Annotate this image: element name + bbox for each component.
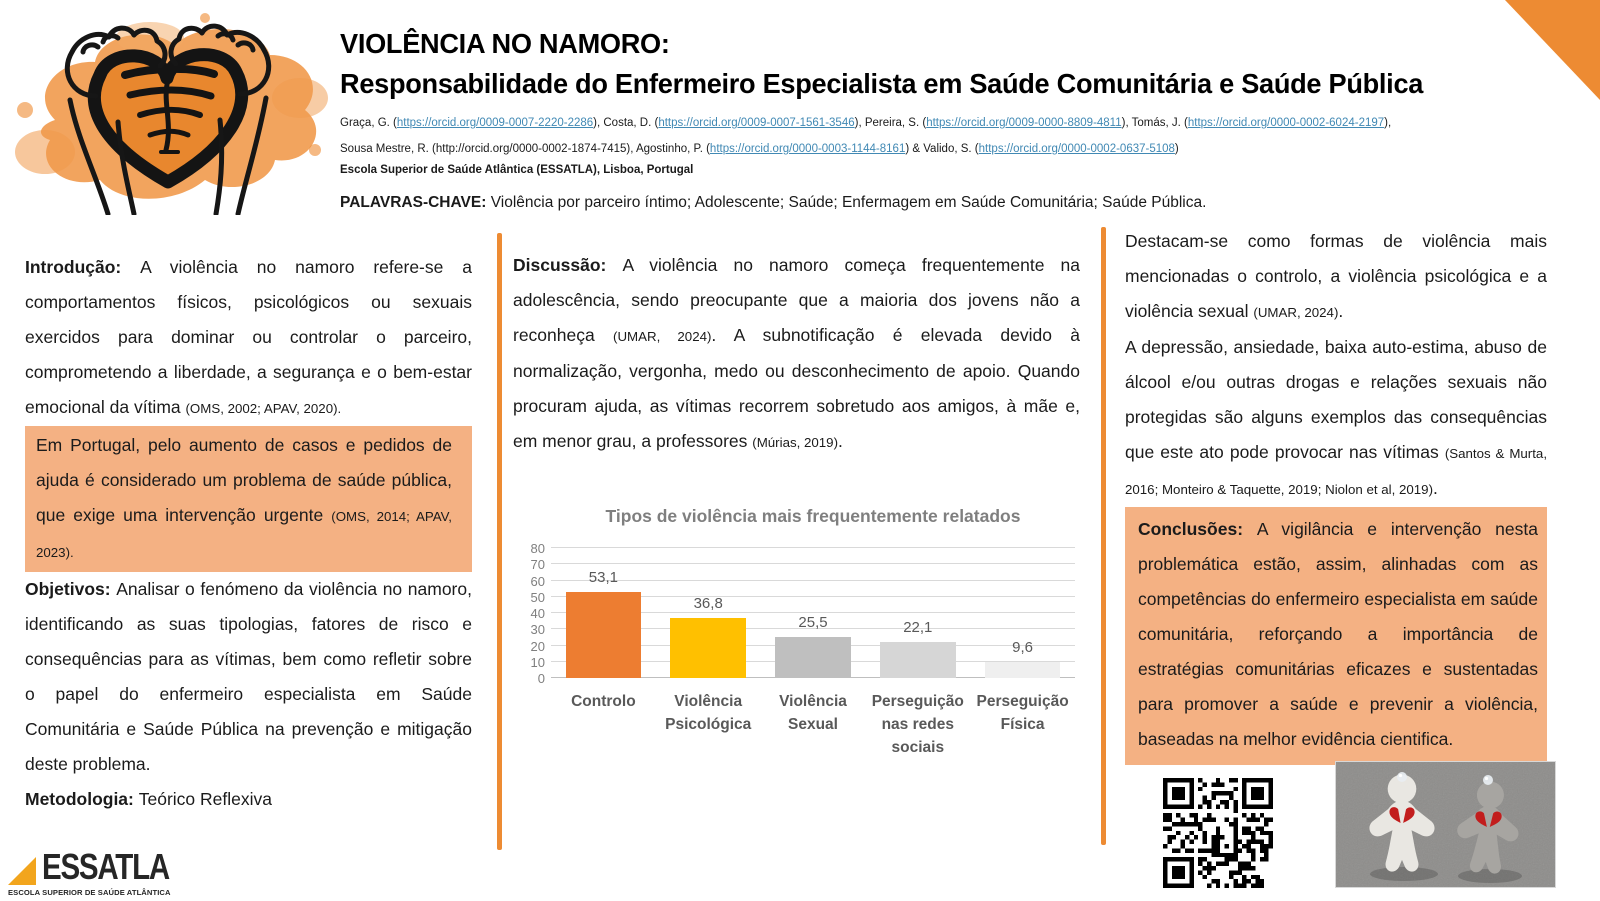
- bar-value-label: 9,6: [1012, 639, 1034, 657]
- text-run: (Santos & Murta, 2016; Monteiro & Taquette, 2019; Niolon et al, 2019): [1125, 446, 1548, 497]
- corner-triangle-decoration: [1505, 0, 1600, 100]
- orcid-link[interactable]: https://orcid.org/0000-0002-6024-2197: [1187, 117, 1385, 129]
- introduction-paragraph: [25, 250, 472, 426]
- bar-Violência Psicológica: [670, 618, 745, 678]
- portugal-highlight-paragraph: [25, 426, 472, 572]
- forms-of-violence-paragraph: [1125, 224, 1547, 330]
- y-axis-tick-label: 60: [530, 573, 545, 589]
- orcid-link[interactable]: https://orcid.org/0009-0007-1561-3546: [658, 117, 855, 129]
- authors-line2: [340, 139, 1500, 159]
- text-run: Teórico Reflexiva: [138, 789, 272, 809]
- bar-value-label: 25,5: [798, 613, 828, 631]
- consequences-paragraph: [1125, 330, 1547, 507]
- y-axis-tick-label: 20: [530, 638, 545, 654]
- poster-title-line2: Responsabilidade do Enfermeiro Especialista em Saúde Comunitária e Saúde Pública: [340, 68, 1424, 99]
- column-divider-2: [1101, 227, 1106, 845]
- text-run: PALAVRAS-CHAVE:: [340, 194, 491, 211]
- bar-value-label: 22,1: [903, 619, 933, 637]
- text-run: Objetivos:: [25, 579, 117, 599]
- text-run: (UMAR, 2024): [1253, 305, 1339, 320]
- text-run: Graça, G. (: [340, 117, 397, 129]
- x-axis-category-label: Perseguição Física: [976, 693, 1069, 733]
- y-axis-tick-label: 0: [537, 671, 545, 686]
- orcid-link[interactable]: https://orcid.org/0009-0000-8809-4811: [926, 117, 1122, 129]
- text-run: A depressão, ansiedade, baixa auto-estima, abuso de álcool e/ou outras drogas e relações sexuais não protegidas são alguns exemplos das consequências que este ato pode provocar nas vítimas: [1125, 337, 1547, 462]
- essatla-logo-text: ESSATLA: [42, 846, 169, 887]
- orcid-link[interactable]: https://orcid.org/0000-0002-0637-5108: [978, 143, 1175, 155]
- poster-header: [340, 24, 1500, 213]
- conclusions-paragraph: [1125, 507, 1547, 765]
- text-run: (OMS, 2014; APAV, 2023).: [36, 509, 452, 560]
- text-run: (UMAR, 2024): [613, 329, 712, 344]
- y-axis-tick-label: 80: [530, 541, 545, 556]
- bar-chart: [511, 498, 1083, 798]
- text-run: ), Costa, D. (: [593, 117, 659, 129]
- x-axis-category-label: Violência Sexual: [779, 693, 847, 733]
- essatla-logo: [8, 846, 228, 900]
- chart-title: Tipos de violência mais frequentemente relatados: [605, 506, 1021, 526]
- essatla-logo-triangle: [8, 857, 36, 885]
- text-run: (Múrias, 2019): [752, 435, 839, 450]
- bar-Perseguição nas redes sociais: [880, 642, 955, 678]
- gridline: [551, 547, 1075, 548]
- orcid-link[interactable]: https://orcid.org/0009-0007-2220-2286: [396, 117, 594, 129]
- text-run: A vigilância e intervenção nesta problemática estão, assim, alinhadas com as competências do enfermeiro especialista em saúde comunitária, reforçando a importância de estratégias comunitárias eficazes e sustentadas para promover a saúde e prevenir a violência, baseadas na melhor evidência cientifica.: [1138, 519, 1538, 749]
- column-discussion: [513, 248, 1080, 460]
- text-run: Sousa Mestre, R. (http://orcid.org/0000-0002-1874-7415), Agostinho, P. (: [340, 143, 710, 155]
- objectives-paragraph: [25, 572, 472, 782]
- bar-value-label: 36,8: [693, 595, 723, 613]
- chart-plot-area: [530, 541, 1075, 756]
- text-run: ), Tomás, J. (: [1121, 117, 1188, 129]
- text-run: Discussão:: [513, 255, 623, 275]
- essatla-logo-tagline: ESCOLA SUPERIOR DE SAÚDE ATLÂNTICA: [8, 888, 171, 897]
- text-run: ) & Valido, S. (: [905, 143, 979, 155]
- text-run: Destacam-se como formas de violência mais mencionadas o controlo, a violência psicológica e a violência sexual: [1125, 231, 1547, 321]
- discussion-paragraph: [513, 248, 1080, 460]
- qr-code: [1163, 778, 1273, 888]
- bar-Controlo: [566, 592, 641, 678]
- text-run: ), Pereira, S. (: [854, 117, 927, 129]
- text-run: Em Portugal, pelo aumento de casos e pedidos de ajuda é considerado um problema de saúde pública, que exige uma intervenção urgente: [36, 435, 452, 525]
- y-axis-tick-label: 50: [530, 589, 545, 605]
- bar-Violência Sexual: [775, 637, 850, 678]
- y-axis-tick-label: 40: [530, 606, 545, 621]
- column-introduction: [25, 250, 472, 817]
- x-axis-category-label: Violência Psicológica: [665, 693, 752, 733]
- bar-Perseguição Física: [985, 662, 1060, 678]
- text-run: .: [838, 431, 843, 451]
- text-run: . A subnotificação é elevada devido à normalização, vergonha, medo ou desconhecimento de apoio. Quando procuram ajuda, as vítimas recorrem sobretudo aos amigos, à mãe e, em menor grau, a professores: [513, 325, 1080, 451]
- poster-title-line1: VIOLÊNCIA NO NAMORO:: [340, 28, 670, 59]
- text-run: A violência no namoro refere-se a comportamentos físicos, psicológicos ou sexuais exercidos para dominar ou controlar o parceiro, comprometendo a liberdade, a segurança e o bem-estar emocional da vítima: [25, 257, 472, 417]
- methodology-paragraph: [25, 782, 472, 817]
- gridline: [551, 563, 1075, 564]
- y-axis-tick-label: 10: [530, 654, 545, 670]
- affiliation: Escola Superior de Saúde Atlântica (ESSATLA), Lisboa, Portugal: [340, 164, 694, 176]
- bar-value-label: 53,1: [588, 568, 618, 586]
- text-run: Conclusões:: [1138, 519, 1257, 539]
- column-results-conclusions: [1125, 224, 1547, 765]
- orcid-link[interactable]: https://orcid.org/0000-0003-1144-8161: [709, 143, 906, 155]
- text-run: ): [1174, 143, 1179, 155]
- hero-image-hands-tearing-heart: [0, 0, 335, 215]
- paper-dolls-photo: [1335, 761, 1556, 888]
- x-axis-category-label: Perseguição nas redes sociais: [871, 693, 964, 756]
- text-run: .: [1338, 301, 1344, 321]
- text-run: Violência por parceiro íntimo; Adolescente; Saúde; Enfermagem em Saúde Comunitária; Saúde Pública.: [490, 194, 1207, 211]
- text-run: Metodologia:: [25, 789, 139, 809]
- keywords-line: [340, 193, 1500, 213]
- text-run: Introdução:: [25, 257, 141, 277]
- y-axis-tick-label: 70: [530, 557, 545, 573]
- text-run: (OMS, 2002; APAV, 2020).: [185, 401, 342, 416]
- authors-line1: [340, 113, 1500, 133]
- text-run: A violência no namoro começa frequentemente na adolescência, sendo preocupante que a maioria dos jovens não a reconheça: [513, 255, 1081, 345]
- x-axis-category-label: Controlo: [571, 693, 636, 710]
- y-axis-tick-label: 30: [530, 622, 545, 638]
- text-run: .: [1433, 478, 1438, 498]
- text-run: Analisar o fenómeno da violência no namoro, identificando as suas tipologias, fatores de risco e consequências para as vítimas, bem como refletir sobre o papel do enfermeiro especialista em Saúde Comunitária e Saúde Pública na prevenção e mitigação deste problema.: [25, 579, 472, 774]
- column-divider-1: [497, 233, 502, 850]
- text-run: ),: [1384, 117, 1392, 129]
